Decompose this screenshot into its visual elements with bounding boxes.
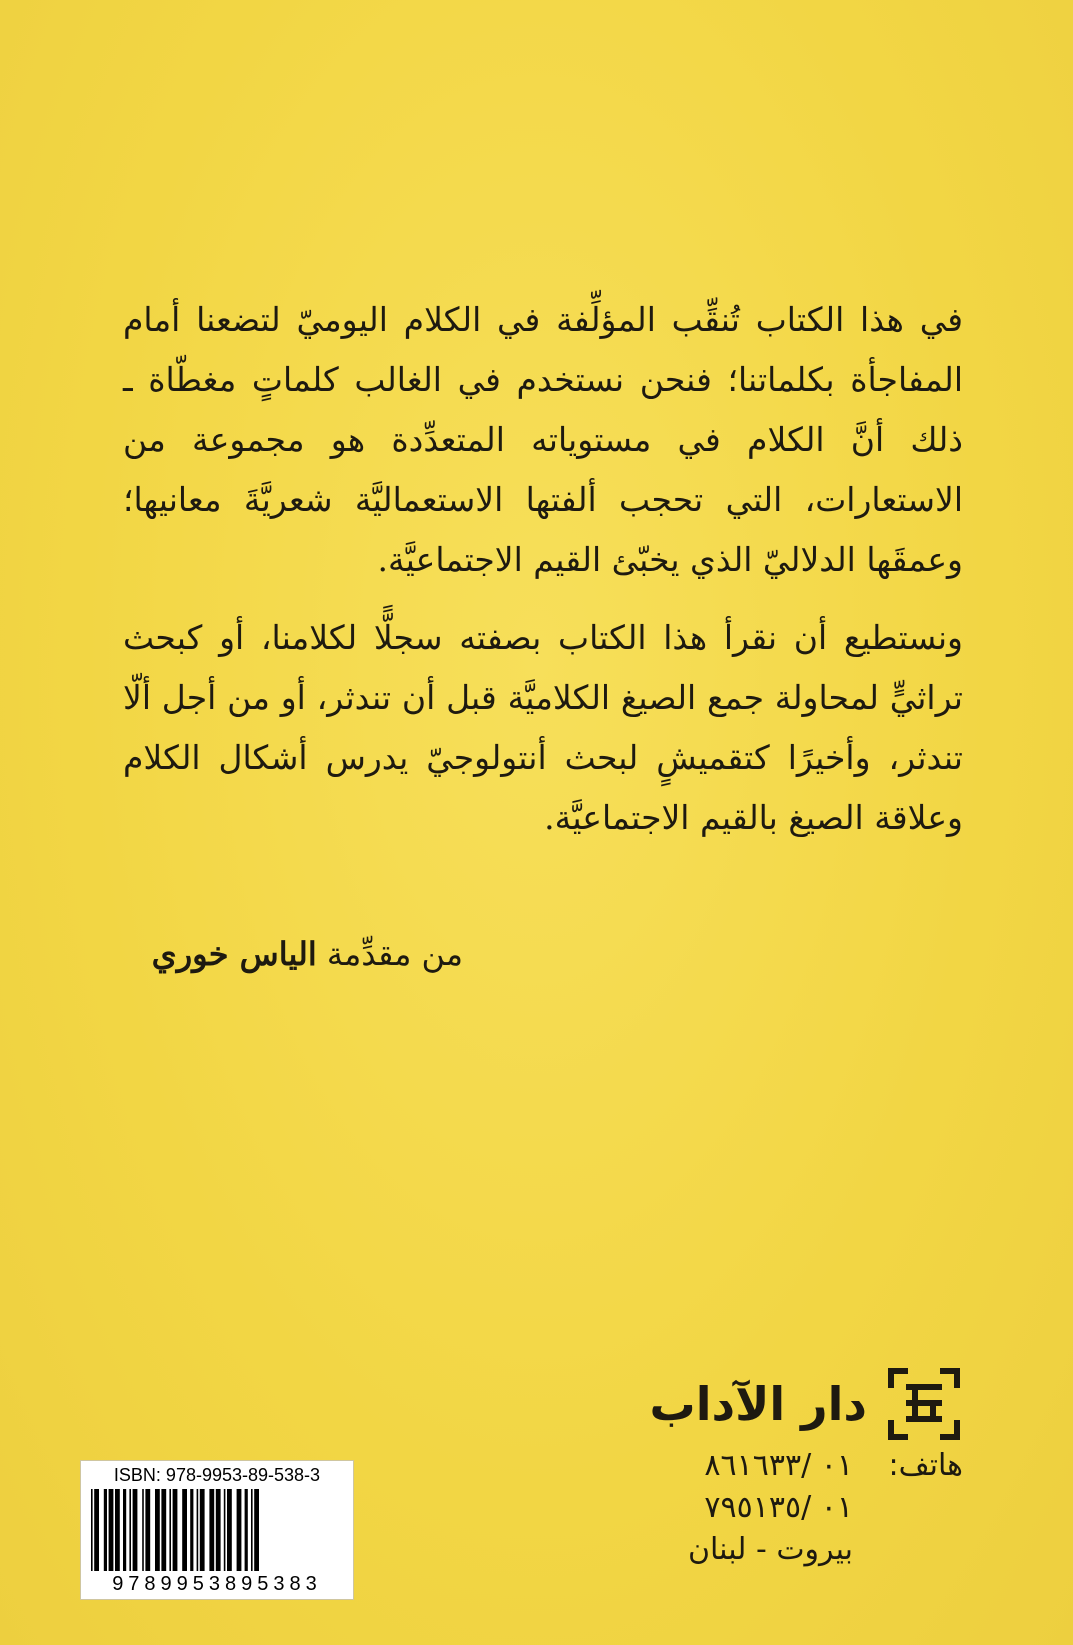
isbn-label: ISBN: 978-9953-89-538-3: [113, 1465, 321, 1485]
barcode-bar: [91, 1489, 93, 1571]
barcode-bar: [123, 1489, 126, 1571]
barcode-bar: [224, 1489, 226, 1571]
publisher-contact: [623, 1445, 963, 1571]
phone-row-2: [623, 1487, 963, 1529]
barcode-digits: 9789953895383: [112, 1573, 322, 1595]
barcode-bar: [109, 1489, 114, 1571]
barcode-bar: [182, 1489, 187, 1571]
barcode-icon: [87, 1489, 347, 1571]
barcode-bar: [237, 1489, 242, 1571]
barcode-bar: [216, 1489, 221, 1571]
barcode-bar: [155, 1489, 160, 1571]
publisher-city: بيروت - لبنان: [688, 1532, 853, 1567]
blurb-source: [152, 935, 463, 973]
source-author-name: الياس خوري: [151, 935, 317, 973]
barcode-bar: [115, 1489, 120, 1571]
barcode-bar: [142, 1489, 144, 1571]
barcode-bar: [129, 1489, 131, 1571]
barcode-bar: [145, 1489, 150, 1571]
isbn-barcode-box: [80, 1460, 354, 1600]
barcode-bar: [169, 1489, 171, 1571]
source-prefix: من مقدِّمة: [326, 935, 463, 973]
phone-label: هاتف:: [888, 1448, 963, 1483]
barcode-bar: [227, 1489, 232, 1571]
barcode-bar: [197, 1489, 199, 1571]
phone-number-1: ٠١ /٨٦١٦٣٣: [704, 1448, 853, 1483]
barcode-bar: [161, 1489, 166, 1571]
barcode-bar: [200, 1489, 205, 1571]
cover-blurb: [123, 290, 963, 866]
barcode-bar: [94, 1489, 99, 1571]
barcode-bar: [254, 1489, 259, 1571]
phone-row-1: [623, 1445, 963, 1487]
blurb-paragraph-2: ونستطيع أن نقرأ هذا الكتاب بصفته سجلًّا لكلامنا، أو كبحث تراثيٍّ لمحاولة جمع الصيغ الكلاميَّة قبل أن تندثر، أو من أجل ألّا تندثر، وأخيرًا كتقميشٍ لبحث أنتولوجيّ يدرس أشكال الكلام وعلاقة الصيغ بالقيم الاجتماعيَّة.: [123, 618, 963, 837]
blurb-paragraph-1: في هذا الكتاب تُنقِّب المؤلِّفة في الكلام اليوميّ لتضعنا أمام المفاجأة بكلماتنا؛ فنحن نستخدم في الغالب كلماتٍ مغطّاة ـ ذلك أنَّ الكلام في مستوياته المتعدِّدة هو مجموعة من الاستعارات، التي تحجب ألفتها الاستعماليَّة شعريَّةَ معانيها؛ وعمقَها الدلاليّ الذي يخبّئ القيم الاجتماعيَّة.: [123, 300, 963, 579]
barcode-bar: [173, 1489, 178, 1571]
barcode-bar: [251, 1489, 253, 1571]
phone-label-spacer: [853, 1487, 963, 1529]
barcode-bar: [104, 1489, 107, 1571]
barcode-bar: [133, 1489, 138, 1571]
barcode-bar: [190, 1489, 193, 1571]
publisher-block: [650, 1365, 964, 1443]
dar-al-adab-logo-icon: [885, 1365, 963, 1443]
phone-number-2: ٠١ /٧٩٥١٣٥: [704, 1490, 853, 1525]
publisher-name: دار الآداب: [649, 1377, 867, 1431]
barcode-bar: [245, 1489, 248, 1571]
barcode-bar: [209, 1489, 214, 1571]
